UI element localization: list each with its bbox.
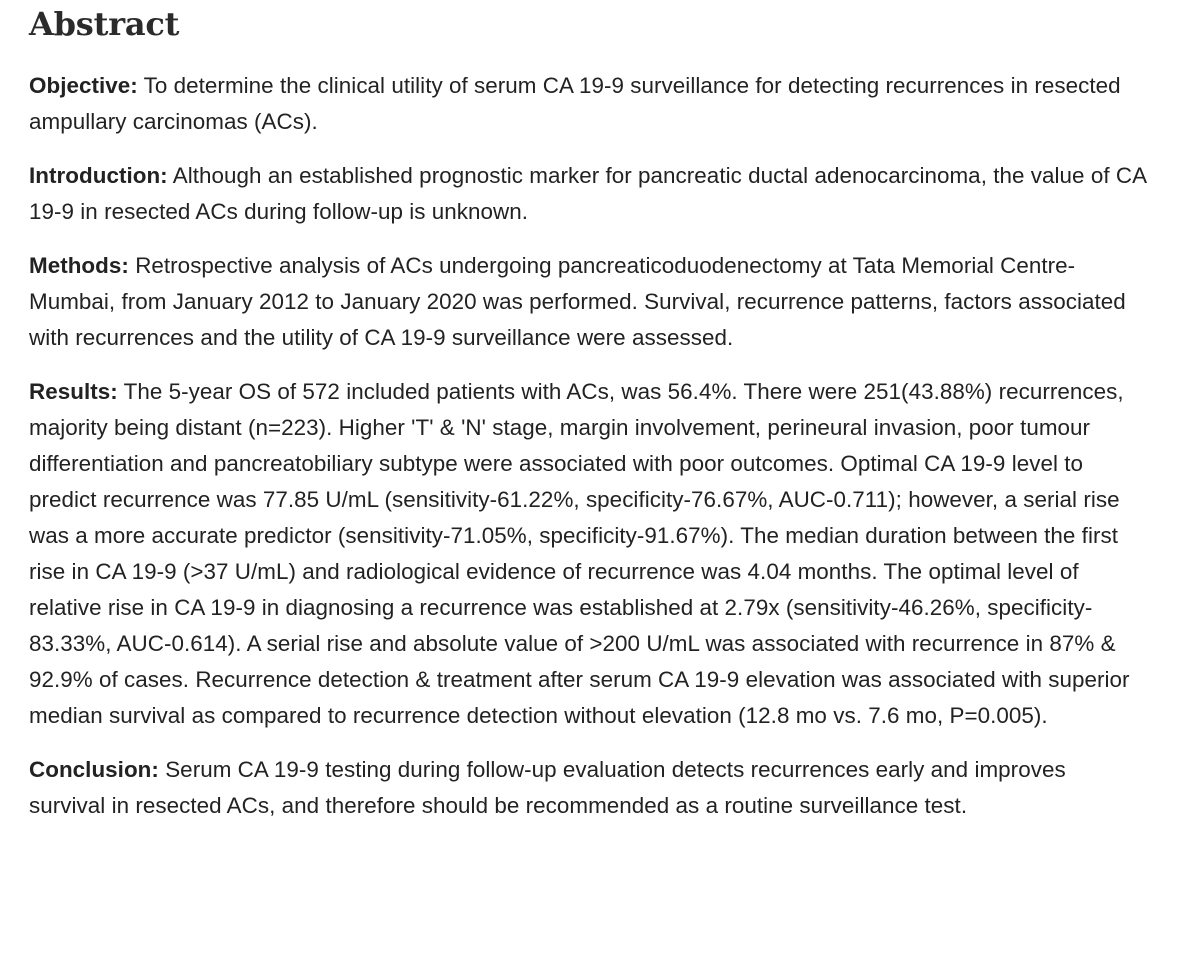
results-label: Results: — [29, 379, 118, 404]
introduction-label: Introduction: — [29, 163, 168, 188]
results-text: The 5-year OS of 572 included patients with ACs, was 56.4%. There were 251(43.88%) recurrences, majority being distant (n=223). Higher 'T' & 'N' stage, margin involvement, perineural invasion, poor tumour differentiation and pancreatobiliary subtype were associated with poor outcomes. Optimal CA 19-9 level to predict recurrence was 77.85 U/mL (sensitivity-61.22%, specificity-76.67%, AUC-0.711); however, a serial rise was a more accurate predictor (sensitivity-71.05%, specificity-91.67%). The median duration between the first rise in CA 19-9 (>37 U/mL) and radiological evidence of recurrence was 4.04 months. The optimal level of relative rise in CA 19-9 in diagnosing a recurrence was established at 2.79x (sensitivity-46.26%, specificity-83.33%, AUC-0.614). A serial rise and absolute value of >200 U/mL was associated with recurrence in 87% & 92.9% of cases. Recurrence detection & treatment after serum CA 19-9 elevation was associated with superior median survival as compared to recurrence detection without elevation (12.8 mo vs. 7.6 mo, P=0.005). — [29, 379, 1130, 728]
introduction-text: Although an established prognostic marker for pancreatic ductal adenocarcinoma, the value of CA 19-9 in resected ACs during follow-up is unknown. — [29, 163, 1146, 224]
conclusion-paragraph — [29, 752, 1148, 824]
objective-paragraph — [29, 68, 1148, 140]
methods-text: Retrospective analysis of ACs undergoing pancreaticoduodenectomy at Tata Memorial Centre-Mumbai, from January 2012 to January 2020 was performed. Survival, recurrence patterns, factors associated with recurrences and the utility of CA 19-9 surveillance were assessed. — [29, 253, 1126, 350]
methods-label: Methods: — [29, 253, 129, 278]
conclusion-label: Conclusion: — [29, 757, 159, 782]
introduction-paragraph — [29, 158, 1148, 230]
conclusion-text: Serum CA 19-9 testing during follow-up evaluation detects recurrences early and improves survival in resected ACs, and therefore should be recommended as a routine surveillance test. — [29, 757, 1066, 818]
objective-text: To determine the clinical utility of serum CA 19-9 surveillance for detecting recurrences in resected ampullary carcinomas (ACs). — [29, 73, 1121, 134]
methods-paragraph — [29, 248, 1148, 356]
abstract-heading: Abstract — [29, 5, 180, 43]
results-paragraph — [29, 374, 1148, 734]
objective-label: Objective: — [29, 73, 138, 98]
